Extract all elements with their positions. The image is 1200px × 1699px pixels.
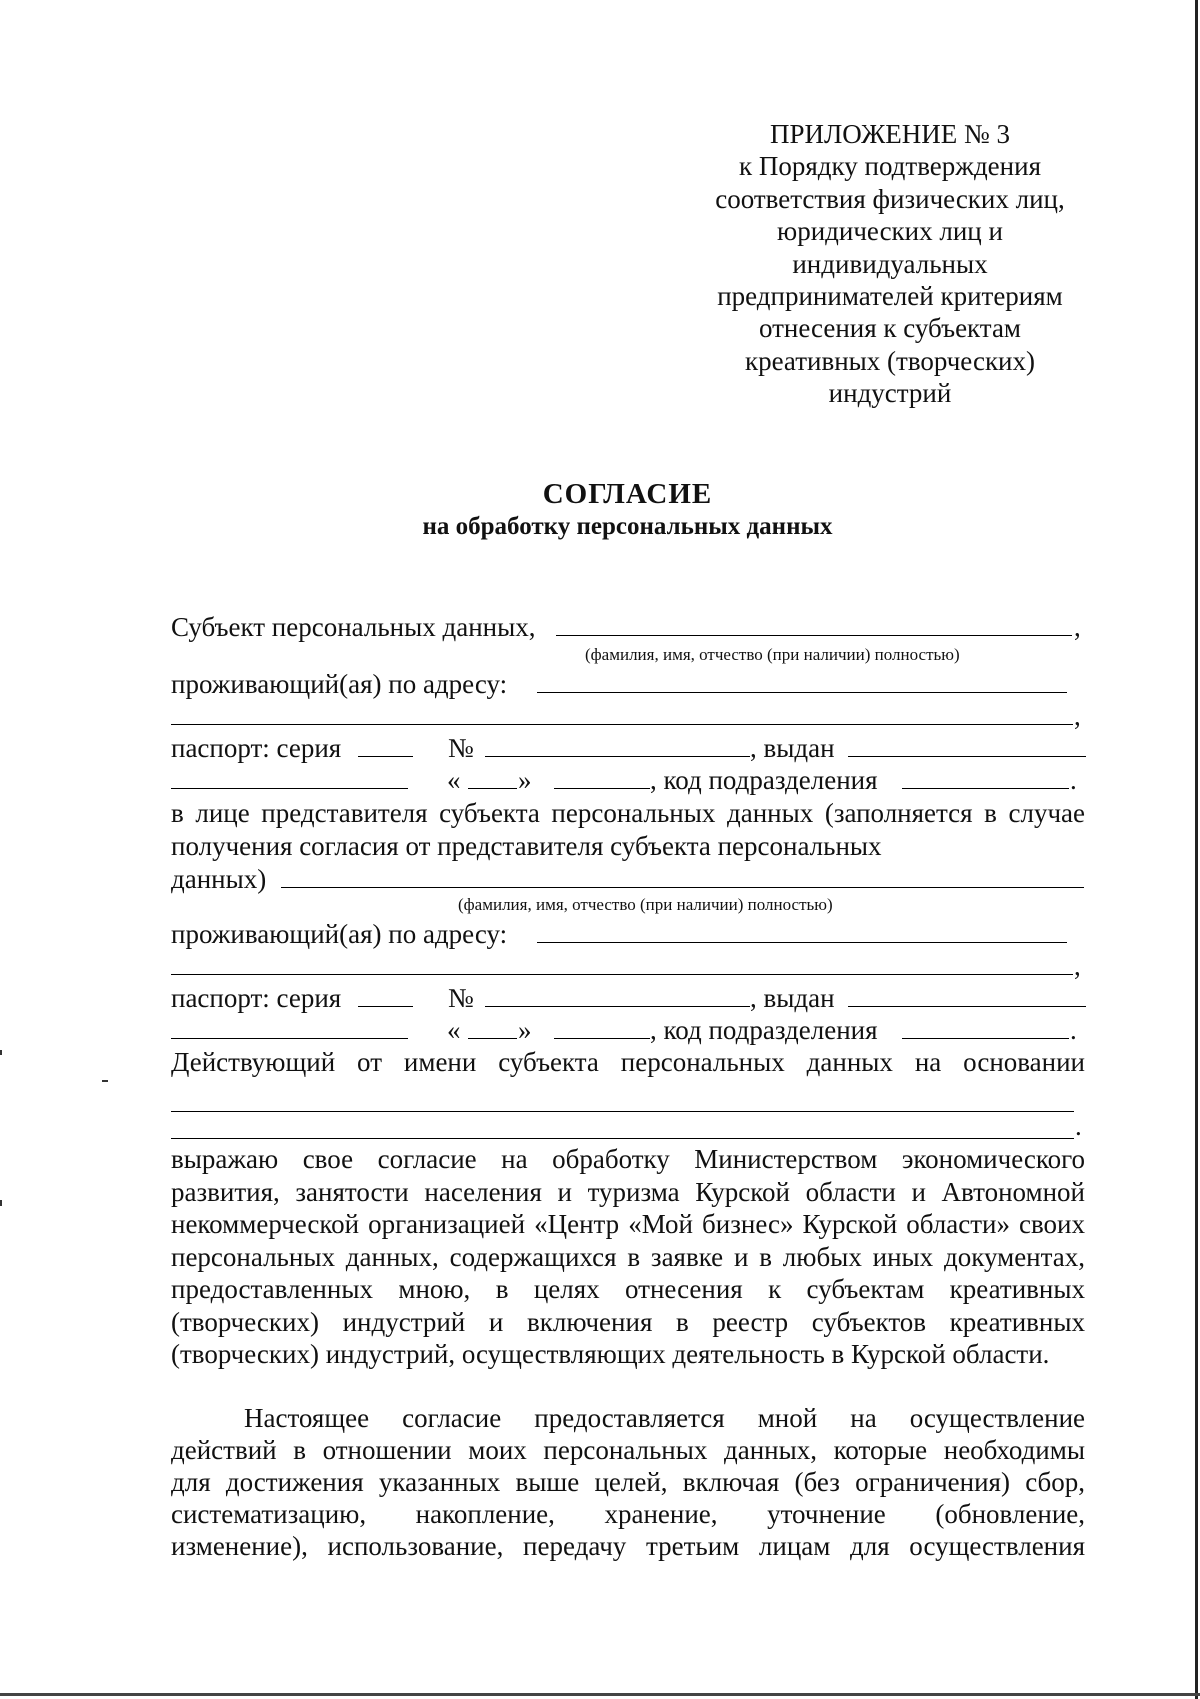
subject-fio-field[interactable]: [556, 635, 1072, 636]
comma: ,: [1074, 701, 1081, 731]
quote-open: «: [447, 1015, 461, 1045]
rep-issue-day-field[interactable]: [468, 1038, 517, 1039]
rep-address-field[interactable]: [537, 942, 1067, 943]
appendix-line: креативных (творческих): [744, 345, 1035, 376]
document-title: СОГЛАСИЕ: [542, 478, 713, 510]
division-label: , код подразделения: [650, 1015, 878, 1045]
actions-line: Настоящее согласие предоставляется мной на осуществление: [244, 1403, 1085, 1433]
appendix-line: отнесения к субъектам: [758, 313, 1022, 344]
consent-paragraph: выражаю свое согласие на обработку Министерством экономического развития, занятости населения и туризма Курской области и Автономной некоммерческой организацией «Центр «Мой бизнес» Курской области» своих персональных данных, содержащихся в заявке и в любых иных документах, предоставленных мною, в целях отнесения к субъектам креативных (творческих) индустрий и включения в реестр субъектов креативных (творческих) индустрий, осуществляющих деятельность в Курской области.: [171, 1144, 1085, 1369]
passport-line: [0, 732, 1200, 764]
division-code-field[interactable]: [902, 788, 1069, 789]
passport-number-field[interactable]: [485, 756, 750, 757]
issued-by-field-cont[interactable]: [171, 788, 408, 789]
address-label: проживающий(ая) по адресу:: [171, 919, 508, 949]
passport-series-field[interactable]: [358, 756, 413, 757]
appendix-line: юридических лиц и: [777, 216, 1003, 247]
rep-address-field-cont[interactable]: [171, 974, 1073, 975]
address-label: проживающий(ая) по адресу:: [171, 669, 508, 699]
division-label: , код подразделения: [650, 765, 878, 795]
fio-caption: (фамилия, имя, отчество (при наличии) полностью): [585, 645, 960, 664]
rep-passport-series-field[interactable]: [358, 1006, 413, 1007]
appendix-line: индивидуальных: [792, 248, 988, 279]
appendix-line: к Порядку подтверждения: [739, 151, 1041, 182]
document-subtitle: на обработку персональных данных: [422, 513, 833, 540]
quote-close: »: [518, 765, 532, 795]
representative-fio-field[interactable]: [281, 887, 1084, 888]
rep-address-line-cont: [0, 950, 1200, 982]
issued-label: , выдан: [750, 733, 835, 763]
actions-line: систематизацию, накопление, хранение, уточнение (обновление,: [171, 1499, 1085, 1529]
period: .: [1070, 1015, 1077, 1045]
rep-passport-number-field[interactable]: [485, 1006, 750, 1007]
appendix-block: [690, 118, 1090, 410]
issued-label: , выдан: [750, 983, 835, 1013]
rep-issued-by-field[interactable]: [848, 1006, 1086, 1007]
rep-issued-by-field-cont[interactable]: [171, 1038, 408, 1039]
issue-month-year-field[interactable]: [554, 788, 650, 789]
period: .: [1070, 765, 1077, 795]
representative-data-label: данных): [171, 864, 267, 894]
appendix-line: индустрий: [828, 378, 952, 409]
basis-field[interactable]: [171, 1111, 1074, 1112]
address-field[interactable]: [537, 692, 1067, 693]
actions-line: действий в отношении моих персональных данных, которые необходимы: [171, 1435, 1085, 1465]
issue-day-field[interactable]: [468, 788, 517, 789]
number-label: №: [448, 983, 474, 1013]
rep-issue-month-year-field[interactable]: [554, 1038, 650, 1039]
passport-series-label: паспорт: серия: [171, 733, 342, 763]
representative-line: [0, 863, 1200, 895]
comma: ,: [1074, 951, 1081, 981]
comma: ,: [1074, 612, 1081, 642]
quote-close: »: [518, 1015, 532, 1045]
fio-caption: (фамилия, имя, отчество (при наличии) полностью): [458, 895, 833, 914]
appendix-title: ПРИЛОЖЕНИЕ № 3: [769, 119, 1011, 149]
rep-passport-line: [0, 982, 1200, 1014]
basis-field-cont[interactable]: [171, 1138, 1074, 1139]
appendix-line: соответствия физических лиц,: [715, 183, 1065, 214]
period: .: [1075, 1111, 1082, 1141]
rep-issue-date-line: [0, 1014, 1200, 1046]
rep-address-line: [0, 918, 1200, 950]
basis-line-cont: [0, 1111, 1200, 1146]
subject-label: Субъект персональных данных,: [171, 612, 536, 642]
actions-line: для достижения указанных выше целей, включая (без ограничения) сбор,: [171, 1467, 1085, 1497]
acting-text: Действующий от имени субъекта персональных данных на основании: [171, 1047, 1085, 1077]
subject-line: [0, 611, 1200, 643]
representative-text: в лице представителя субъекта персональных данных (заполняется в случае получения согласия от представителя субъекта персональных: [171, 798, 1085, 861]
number-label: №: [448, 733, 474, 763]
rep-division-code-field[interactable]: [902, 1038, 1069, 1039]
address-line-cont: [0, 700, 1200, 732]
appendix-line: предпринимателей критериям: [717, 281, 1063, 312]
address-field-cont[interactable]: [171, 724, 1073, 725]
actions-line: изменение), использование, передачу третьим лицам для осуществления: [171, 1531, 1085, 1561]
issued-by-field[interactable]: [848, 756, 1086, 757]
quote-open: «: [447, 765, 461, 795]
passport-series-label: паспорт: серия: [171, 983, 342, 1013]
issue-date-line: [0, 764, 1200, 796]
address-line: [0, 668, 1200, 700]
